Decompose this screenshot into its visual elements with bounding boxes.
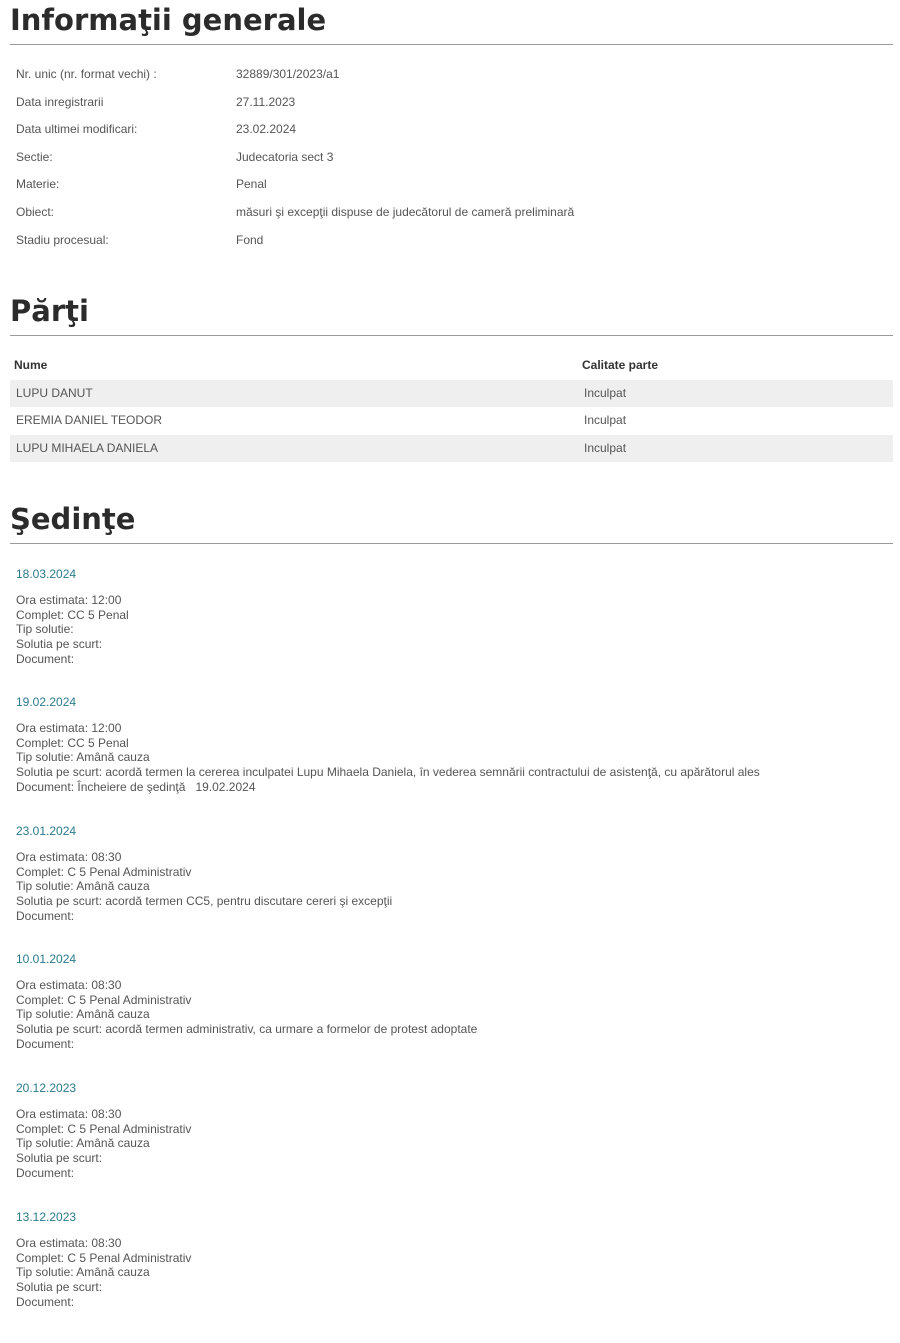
info-value: 32889/301/2023/a1 [236,67,340,81]
general-info-heading: Informaţii generale [10,3,893,45]
hearing-date: 19.02.2024 [16,695,77,709]
hearing-date: 13.12.2023 [16,1210,77,1224]
hearing-document [16,1037,876,1052]
hearing-solution-type: Tip solutie: Amână cauza [16,750,150,765]
hearing-details [16,1236,876,1309]
column-header-role: Calitate parte [582,358,659,372]
hearing-date: 23.01.2024 [16,824,77,838]
hearing-document [16,1295,876,1310]
hearing-time: Ora estimata: 12:00 [16,721,122,735]
parties-table-header [10,354,893,376]
hearing-panel: Complet: CC 5 Penal [16,607,129,622]
party-name: EREMIA DANIEL TEODOR [16,413,163,427]
column-header-name: Nume [14,358,48,372]
hearing-details [16,721,876,794]
hearing-panel: Complet: C 5 Penal Administrativ [16,864,192,879]
hearing-document [16,780,876,795]
hearing-item [16,823,876,923]
table-row [10,435,893,462]
hearing-details [16,593,876,666]
info-value: Penal [236,177,267,191]
hearing-date: 18.03.2024 [16,567,77,581]
info-value: Judecatoria sect 3 [236,150,334,164]
hearing-date: 10.01.2024 [16,952,77,966]
info-label: Nr. unic (nr. format vechi) : [16,67,157,81]
hearing-item [16,694,876,794]
hearing-details [16,850,876,923]
hearing-solution-type: Tip solutie: Amână cauza [16,1007,150,1022]
info-row-last-modified [16,119,886,139]
hearing-document-label: Document: [16,651,75,666]
info-row-procedural-stage [16,230,886,250]
hearing-time: Ora estimata: 08:30 [16,978,122,992]
info-label: Stadiu procesual: [16,233,109,247]
info-row-case-number [16,64,886,84]
hearing-item [16,566,876,666]
hearing-solution-summary: Solutia pe scurt: [16,1151,103,1166]
hearing-solution-summary: Solutia pe scurt: [16,1280,103,1295]
hearing-panel: Complet: C 5 Penal Administrativ [16,1121,192,1136]
hearing-solution-type: Tip solutie: Amână cauza [16,1136,150,1151]
info-value: 27.11.2023 [236,95,296,109]
info-label: Data inregistrarii [16,95,104,109]
hearing-document-label: Document: [16,1036,75,1051]
info-value: Fond [236,233,264,247]
info-row-matter [16,174,886,194]
hearing-panel: Complet: C 5 Penal Administrativ [16,992,192,1007]
hearing-document-label: Document: Încheiere de şedinţă [16,779,186,794]
hearing-document-label: Document: [16,1294,75,1309]
hearing-document [16,909,876,924]
hearing-solution-summary: Solutia pe scurt: acordă termen CC5, pentru discutare cereri şi excepţii [16,894,393,909]
hearing-document-label: Document: [16,1165,75,1180]
hearing-document-label: Document: [16,908,75,923]
info-label: Data ultimei modificari: [16,122,138,136]
hearing-solution-type: Tip solutie: [16,622,74,637]
hearing-document [16,1166,876,1181]
parties-heading: Părţi [10,294,893,336]
info-row-registration-date [16,92,886,112]
hearing-document-date: 19.02.2024 [195,779,256,794]
hearing-date: 20.12.2023 [16,1081,77,1095]
hearing-document [16,652,876,667]
info-row-section [16,147,886,167]
hearing-details [16,978,876,1051]
hearing-time: Ora estimata: 08:30 [16,1107,122,1121]
info-label: Materie: [16,177,60,191]
hearing-solution-summary: Solutia pe scurt: [16,637,103,652]
hearing-time: Ora estimata: 08:30 [16,1236,122,1250]
info-value: măsuri şi excepţii dispuse de judecătorul de cameră preliminară [236,205,575,219]
party-role: Inculpat [584,441,627,455]
party-name: LUPU DANUT [16,386,93,400]
hearing-time: Ora estimata: 08:30 [16,850,122,864]
party-role: Inculpat [584,386,627,400]
hearing-time: Ora estimata: 12:00 [16,593,122,607]
table-row [10,380,893,407]
hearing-item [16,1209,876,1309]
info-label: Sectie: [16,150,53,164]
hearing-panel: Complet: CC 5 Penal [16,735,129,750]
hearing-solution-type: Tip solutie: Amână cauza [16,1265,150,1280]
hearing-solution-summary: Solutia pe scurt: acordă termen la cererea inculpatei Lupu Mihaela Daniela, în vederea semnării contractului de asistenţă, cu apărătorul ales [16,765,760,780]
hearing-panel: Complet: C 5 Penal Administrativ [16,1250,192,1265]
hearings-heading: Şedinţe [10,502,893,544]
hearing-item [16,951,876,1051]
hearing-item [16,1080,876,1180]
info-value: 23.02.2024 [236,122,297,136]
hearing-solution-summary: Solutia pe scurt: acordă termen administrativ, ca urmare a formelor de protest adoptate [16,1022,478,1037]
party-role: Inculpat [584,413,627,427]
info-row-object [16,202,886,222]
hearing-details [16,1107,876,1180]
table-row [10,407,893,434]
party-name: LUPU MIHAELA DANIELA [16,441,159,455]
info-label: Obiect: [16,205,55,219]
hearing-solution-type: Tip solutie: Amână cauza [16,879,150,894]
